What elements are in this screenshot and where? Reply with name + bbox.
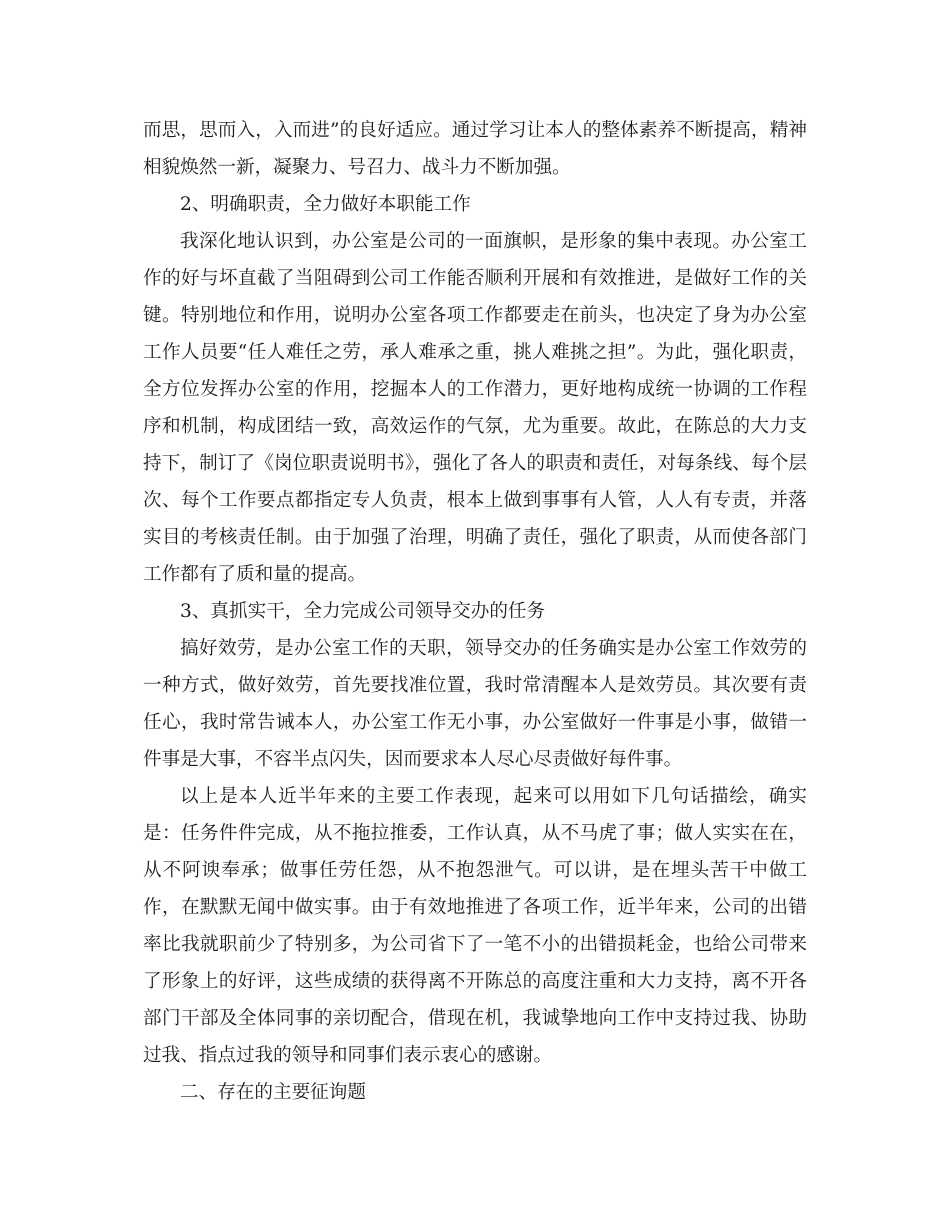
paragraph-summary: 以上是本人近半年来的主要工作表现，起来可以用如下几句话描绘，确实是：任务件件完成，从不拖拉推委，工作认真，从不马虎了事；做人实实在在，从不阿谀奉承；做事任劳任怨，从不抱怨泄气。可以讲，是在埋头苦干中做工作，在默默无闻中做实事。由于有效地推进了各项工作，近半年来，公司的出错率比我就职前少了特别多，为公司省下了一笔不小的出错损耗金，也给公司带来了形象上的好评，这些成绩的获得离不开陈总的高度注重和大力支持，离不开各部门干部及全体同事的亲切配合，借现在机，我诚挚地向工作中支持过我、协助过我、指点过我的领导和同事们表示衷心的感谢。 [143,786,807,1066]
paragraph-continuation: 而思，思而入，入而进”的良好适应。通过学习让本人的整体素养不断提高，精神相貌焕然一新，凝聚力、号召力、战斗力不断加强。 [143,120,807,178]
section-heading-2: 2、明确职责，全力做好本职能工作 [180,194,471,215]
paragraph-service: 搞好效劳，是办公室工作的天职，领导交办的任务确实是办公室工作效劳的一种方式，做好效劳，首先要找准位置，我时常清醒本人是效劳员。其次要有责任心，我时常告诫本人，办公室工作无小事，办公室做好一件事是小事，做错一件事是大事，不容半点闪失，因而要求本人尽心尽责做好每件事。 [143,638,807,770]
section-heading-problems: 二、存在的主要征询题 [180,1082,366,1103]
paragraph-duties: 我深化地认识到，办公室是公司的一面旗帜，是形象的集中表现。办公室工作的好与坏直截了当阻碍到公司工作能否顺利开展和有效推进，是做好工作的关键。特别地位和作用，说明办公室各项工作都要走在前头，也决定了身为办公室工作人员要“任人难任之劳，承人难承之重，挑人难挑之担”。为此，强化职责，全方位发挥办公室的作用，挖掘本人的工作潜力，更好地构成统一协调的工作程序和机制，构成团结一致，高效运作的气氛，尤为重要。故此，在陈总的大力支持下，制订了《岗位职责说明书》，强化了各人的职责和责任，对每条线、每个层次、每个工作要点都指定专人负责，根本上做到事事有人管，人人有专责，并落实目的考核责任制。由于加强了治理，明确了责任，强化了职责，从而使各部门工作都有了质和量的提高。 [143,231,807,585]
section-heading-3: 3、真抓实干，全力完成公司领导交办的任务 [180,601,546,622]
document-body [143,112,807,1111]
